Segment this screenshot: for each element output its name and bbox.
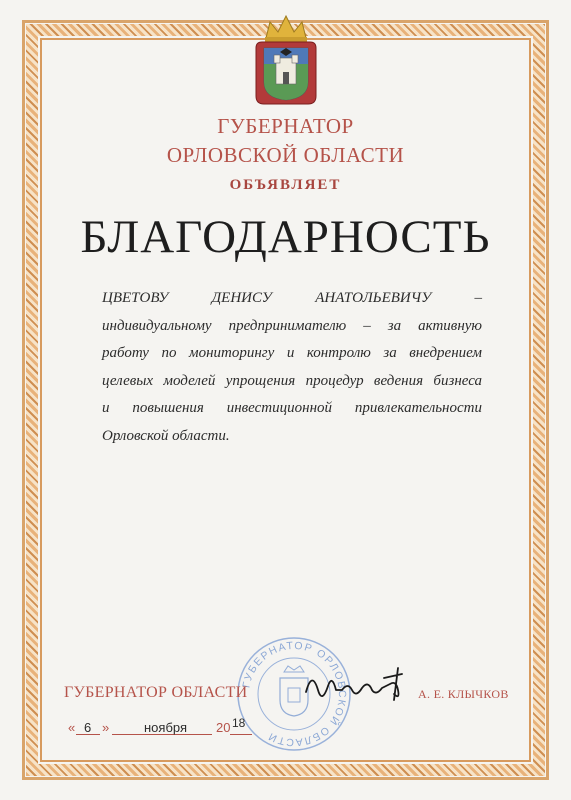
signer-name: А. Е. КЛЫЧКОВ <box>418 687 509 701</box>
body-line: индивидуальному предпринимателю – за активную <box>102 317 482 334</box>
body-line: ЦВЕТОВУ ДЕНИСУ АНАТОЛЬЕВИЧУ – <box>102 290 482 306</box>
stamp-ring-text: ГУБЕРНАТОР ОРЛОВСКОЙ ОБЛАСТИ <box>240 639 349 749</box>
certificate-body <box>102 285 482 450</box>
body-line: целевых моделей упрощения процедур ведения бизнеса <box>102 372 482 389</box>
heading-announces: ОБЪЯВЛЯЕТ <box>229 177 342 193</box>
date-year-prefix: 20 <box>216 720 231 735</box>
body-line: работу по мониторингу и контролю за внедрением <box>102 345 482 361</box>
date-quote-close: » <box>102 720 110 735</box>
signer-title: ГУБЕРНАТОР ОБЛАСТИ <box>64 684 248 701</box>
heading-governor: ГУБЕРНАТОР <box>217 114 354 138</box>
signature-mark <box>298 660 418 710</box>
date-year-line <box>230 734 252 735</box>
date-year-suffix: 18 <box>232 716 246 730</box>
heading-region: ОРЛОВСКОЙ ОБЛАСТИ <box>166 143 405 167</box>
date-quote-open: « <box>68 720 76 735</box>
body-line: и повышения инвестиционной привлекательности <box>102 400 482 416</box>
issue-date <box>64 718 264 740</box>
date-day: 6 <box>84 720 92 735</box>
date-month: ноября <box>144 720 188 735</box>
coat-of-arms-icon <box>250 8 322 108</box>
body-line: Орловской области. <box>102 427 230 444</box>
certificate-title: БЛАГОДАРНОСТЬ <box>80 211 491 263</box>
